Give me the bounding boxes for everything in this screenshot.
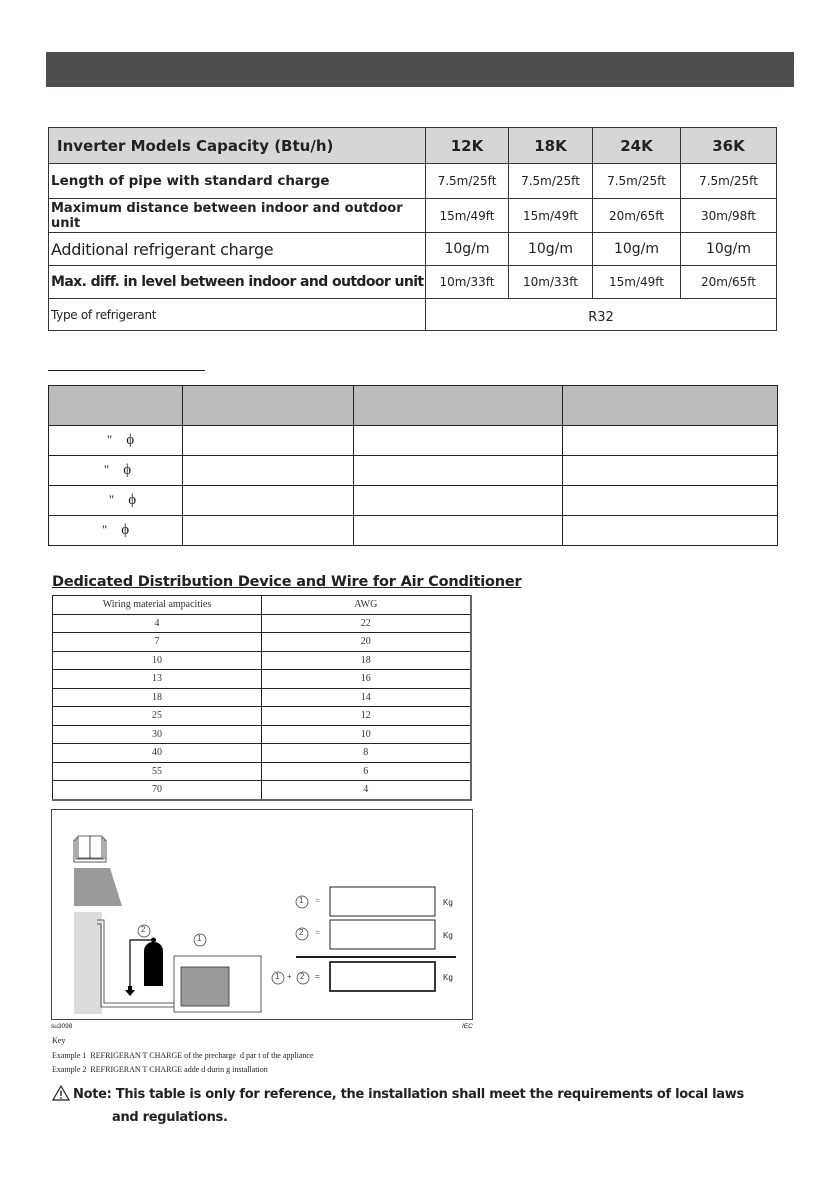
formula-label-2: 2 [299, 928, 304, 937]
charge-total-input-box [330, 962, 435, 991]
cell: 22 [262, 614, 471, 633]
section-underline [48, 370, 205, 371]
formula-label-1: 1 [275, 972, 280, 981]
refrigerant-bottle-icon [125, 938, 163, 997]
header-awg: AWG [262, 596, 471, 615]
header-ampacities: Wiring material ampacities [53, 596, 262, 615]
cell: 14 [262, 688, 471, 707]
header-cell [563, 386, 778, 426]
equals-sign: = [315, 928, 320, 937]
cell [354, 426, 563, 456]
cell: 10g/m [681, 233, 777, 266]
equals-sign: = [315, 896, 320, 905]
spec-table-header [49, 128, 777, 164]
row-label: Type of refrigerant [49, 299, 426, 331]
cell: 18 [262, 651, 471, 670]
key-title: Key [52, 1036, 66, 1045]
capacity-header: Inverter Models Capacity (Btu/h) [49, 128, 426, 164]
phi-symbol: ϕ [121, 522, 130, 538]
refrigerant-charge-diagram [51, 809, 473, 1020]
plus-sign: + [287, 972, 292, 981]
phi-symbol: ϕ [126, 432, 135, 448]
table-row [53, 651, 471, 670]
inch-mark: " [103, 462, 110, 477]
inch-mark: " [108, 492, 115, 507]
cell [354, 516, 563, 546]
cell: 20m/65ft [593, 199, 681, 233]
cell: 7.5m/25ft [593, 164, 681, 199]
cell: 12 [262, 707, 471, 726]
pipe-diameter-cell [49, 456, 183, 486]
label-1: 1 [197, 934, 202, 943]
table-row [49, 426, 778, 456]
model-18k: 18K [509, 128, 593, 164]
cell [183, 456, 354, 486]
refrigerant-spec-table [48, 127, 777, 331]
formula-label-1: 1 [299, 896, 304, 905]
table-row [53, 688, 471, 707]
example-2-text: Example 2 REFRIGERAN T CHARGE adde d durin g installation [52, 1065, 268, 1074]
reference-note [52, 1085, 744, 1128]
cell: 30m/98ft [681, 199, 777, 233]
phi-symbol: ϕ [128, 492, 137, 508]
refrigerant-type-cell: R32 [426, 299, 777, 331]
wire-ampacity-table [52, 595, 472, 801]
cell: 4 [262, 781, 471, 800]
cell: 15m/49ft [426, 199, 509, 233]
note-prefix: Note: [73, 1087, 112, 1102]
pipe-diameter-cell [49, 516, 183, 546]
cell: 20m/65ft [681, 266, 777, 299]
cell [563, 486, 778, 516]
cell: 30 [53, 725, 262, 744]
model-12k: 12K [426, 128, 509, 164]
cell: 13 [53, 670, 262, 689]
charge-2-input-box [330, 920, 435, 949]
table-row [49, 299, 777, 331]
cell: 16 [262, 670, 471, 689]
table-row [53, 633, 471, 652]
example-1-text: Example 1 REFRIGERAN T CHARGE of the precharge d par t of the appliance [52, 1051, 314, 1060]
row-label: Additional refrigerant charge [49, 233, 426, 266]
cell: 10 [262, 725, 471, 744]
figure-source: IEC [462, 1023, 473, 1030]
cell [354, 456, 563, 486]
model-24k: 24K [593, 128, 681, 164]
pipe-size-table [48, 385, 778, 546]
cell: 10m/33ft [426, 266, 509, 299]
diagram-illustration [52, 810, 472, 1019]
model-36k: 36K [681, 128, 777, 164]
table-row [53, 762, 471, 781]
header-cell [354, 386, 563, 426]
row-label: Max. diff. in level between indoor and outdoor unit [49, 266, 426, 299]
table-row [53, 744, 471, 763]
cell: 55 [53, 762, 262, 781]
wall-column [74, 912, 102, 1014]
cell [183, 516, 354, 546]
cell: 8 [262, 744, 471, 763]
cell: 40 [53, 744, 262, 763]
cell: 10g/m [426, 233, 509, 266]
header-cell [49, 386, 183, 426]
formula-label-2: 2 [300, 972, 305, 981]
cell: 20 [262, 633, 471, 652]
cell: 10g/m [509, 233, 593, 266]
cell [563, 426, 778, 456]
note-line-1: This table is only for reference, the installation shall meet the requirements of local laws [115, 1087, 744, 1102]
phi-symbol: ϕ [123, 462, 132, 478]
wire-table-header [53, 596, 471, 615]
pipe-diameter-cell [49, 486, 183, 516]
figure-code: su3098 [51, 1023, 73, 1030]
cell: 15m/49ft [593, 266, 681, 299]
cell: 7.5m/25ft [509, 164, 593, 199]
cell: 7.5m/25ft [426, 164, 509, 199]
cell: 10 [53, 651, 262, 670]
indoor-unit-shape [74, 868, 122, 906]
cell: 6 [262, 762, 471, 781]
row-label: Length of pipe with standard charge [49, 164, 426, 199]
section-header-banner [46, 52, 794, 87]
note-line-2: and regulations. [112, 1110, 228, 1125]
label-2: 2 [141, 925, 146, 934]
cell [563, 516, 778, 546]
cell: 10g/m [593, 233, 681, 266]
cell [183, 486, 354, 516]
cell: 25 [53, 707, 262, 726]
table-row [53, 670, 471, 689]
wire-section-title: Dedicated Distribution Device and Wire for Air Conditioner [52, 574, 522, 590]
inch-mark: " [106, 432, 113, 447]
charge-1-input-box [330, 887, 435, 916]
cell: 10m/33ft [509, 266, 593, 299]
cell [354, 486, 563, 516]
unit-kg: Kg [443, 898, 453, 907]
warning-triangle-icon [52, 1085, 70, 1108]
unit-kg: Kg [443, 931, 453, 940]
cell: 4 [53, 614, 262, 633]
table-row [53, 781, 471, 800]
header-cell [183, 386, 354, 426]
unit-kg: Kg [443, 973, 453, 982]
table-row [49, 199, 777, 233]
manual-book-icon [74, 836, 106, 862]
pipe-diameter-cell [49, 426, 183, 456]
cell: 70 [53, 781, 262, 800]
table-row [49, 456, 778, 486]
pipe-table-header [49, 386, 778, 426]
table-row [49, 516, 778, 546]
cell: 7.5m/25ft [681, 164, 777, 199]
table-row [53, 725, 471, 744]
row-label: Maximum distance between indoor and outdoor unit [49, 199, 426, 233]
inch-mark: " [101, 522, 108, 537]
table-row [53, 614, 471, 633]
cell [563, 456, 778, 486]
table-row [49, 266, 777, 299]
equals-sign: = [315, 972, 320, 981]
table-row [49, 233, 777, 266]
table-row [49, 486, 778, 516]
table-row [53, 707, 471, 726]
table-row [49, 164, 777, 199]
cell: 15m/49ft [509, 199, 593, 233]
cell [183, 426, 354, 456]
cell: 7 [53, 633, 262, 652]
cell: 18 [53, 688, 262, 707]
